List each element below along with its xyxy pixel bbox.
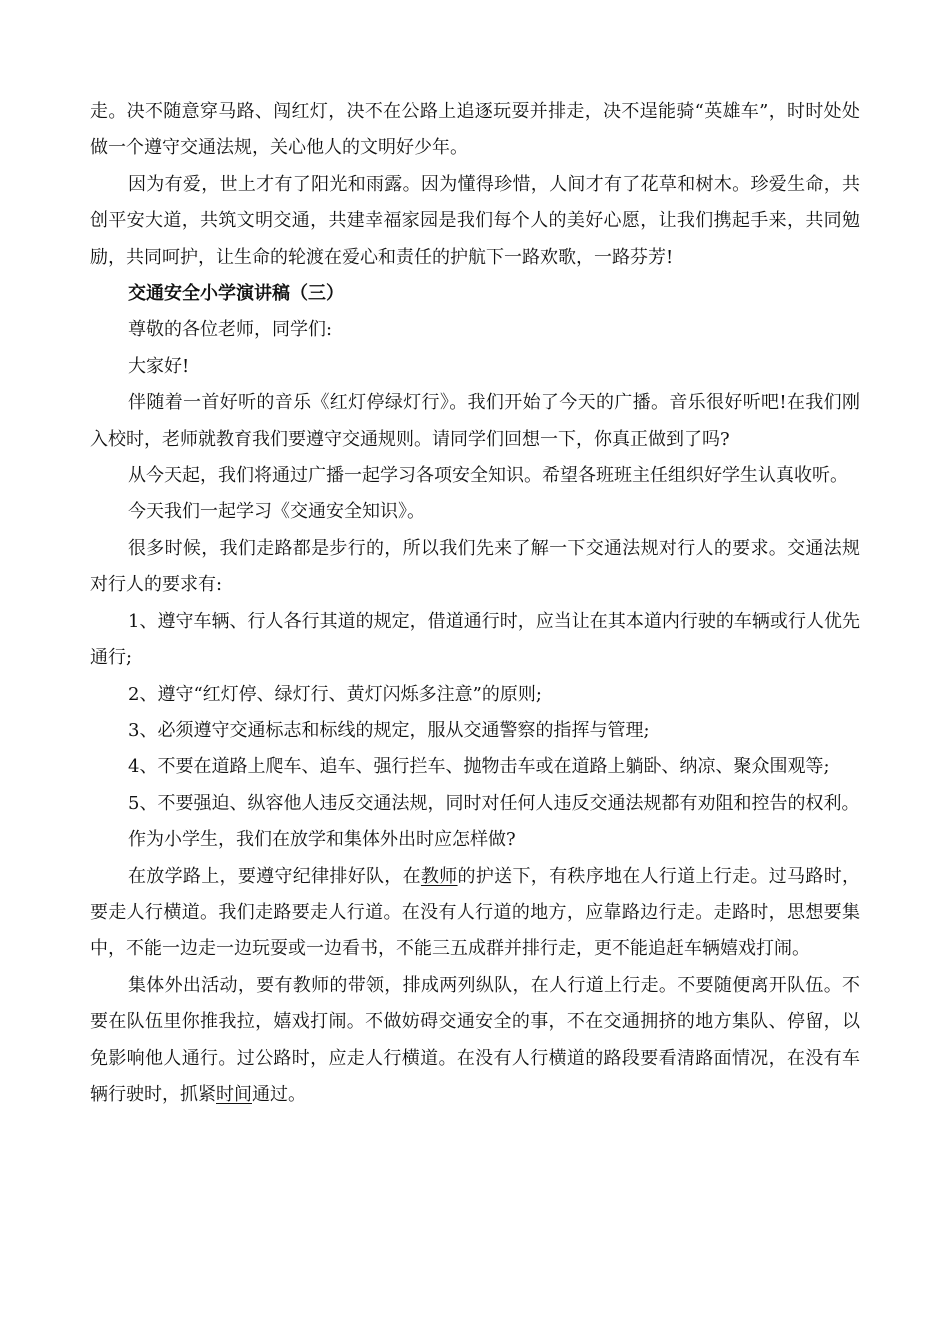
rule-item: 3、必须遵守交通标志和标线的规定，服从交通警察的指挥与管理;: [128, 719, 650, 741]
paragraph-broadcast: 从今天起，我们将通过广播一起学习各项安全知识。希望各班班主任组织好学生认真收听。: [128, 465, 848, 487]
rule-item: 1、遵守车辆、行人各行其道的规定，借道通行时，应当让在其本道内行驶的车辆或行人优先通行;: [90, 610, 860, 669]
paragraph-continued: 走。决不随意穿马路、闯红灯，决不在公路上追逐玩耍并排走，决不逞能骑“英雄车”，时时处处做一个遵守交通法规，关心他人的文明好少年。: [90, 101, 860, 159]
paragraph-topic: 今天我们一起学习《交通安全知识》。: [128, 501, 425, 523]
rule-item: 2、遵守“红灯停、绿灯行、黄灯闪烁多注意”的原则;: [128, 683, 542, 705]
text-segment: 通过。: [252, 1083, 306, 1105]
text-segment: 在放学路上，要遵守纪律排好队，在: [128, 865, 421, 887]
paragraph-group-outing: [90, 968, 860, 1114]
document-body: [90, 94, 860, 1113]
time-link[interactable]: 时间: [216, 1083, 252, 1105]
teacher-link[interactable]: 教师: [420, 865, 458, 887]
section-heading: 交通安全小学演讲稿（三）: [128, 283, 344, 305]
paragraph-intro: 伴随着一首好听的音乐《红灯停绿灯行》。我们开始了今天的广播。音乐很好听吧!在我们刚入校时，老师就教育我们要遵守交通规则。请同学们回想一下，你真正做到了吗?: [90, 392, 860, 450]
salutation: 尊敬的各位老师，同学们:: [128, 319, 333, 341]
paragraph-question: 作为小学生，我们在放学和集体外出时应怎样做?: [128, 829, 516, 851]
rule-item: 5、不要强迫、纵容他人违反交通法规，同时对任何人违反交通法规都有劝阻和控告的权利。: [128, 792, 860, 814]
greeting: 大家好!: [128, 355, 190, 377]
text-segment: 的护送下，有秩序地在人行道上行走。过马路时，要走人行横道。我们走路要走人行道。在没有人行道的地方，应靠路边行走。走路时，思想要集中，不能一边走一边玩耍或一边看书，不能三五成群并排行走，更不能追赶车辆嬉戏打闹。: [90, 865, 861, 960]
rule-item: 4、不要在道路上爬车、追车、强行拦车、抛物击车或在道路上躺卧、纳凉、聚众围观等;: [128, 756, 830, 778]
paragraph-after-school: [90, 859, 860, 968]
paragraph-requirements: 很多时候，我们走路都是步行的，所以我们先来了解一下交通法规对行人的要求。交通法规对行人的要求有:: [90, 537, 860, 596]
text-segment: 集体外出活动，要有教师的带领，排成两列纵队，在人行道上行走。不要随便离开队伍。不要在队伍里你推我拉，嬉戏打闹。不做妨碍交通安全的事，不在交通拥挤的地方集队、停留，以免影响他人通行。过公路时，应走人行横道。在没有人行横道的路段要看清路面情况，在没有车辆行驶时，抓紧: [90, 974, 860, 1105]
paragraph-closing: 因为有爱，世上才有了阳光和雨露。因为懂得珍惜，人间才有了花草和树木。珍爱生命，共创平安大道，共筑文明交通，共建幸福家园是我们每个人的美好心愿，让我们携起手来，共同勉励，共同呵护，让生命的轮渡在爱心和责任的护航下一路欢歌，一路芬芳!: [90, 173, 860, 268]
